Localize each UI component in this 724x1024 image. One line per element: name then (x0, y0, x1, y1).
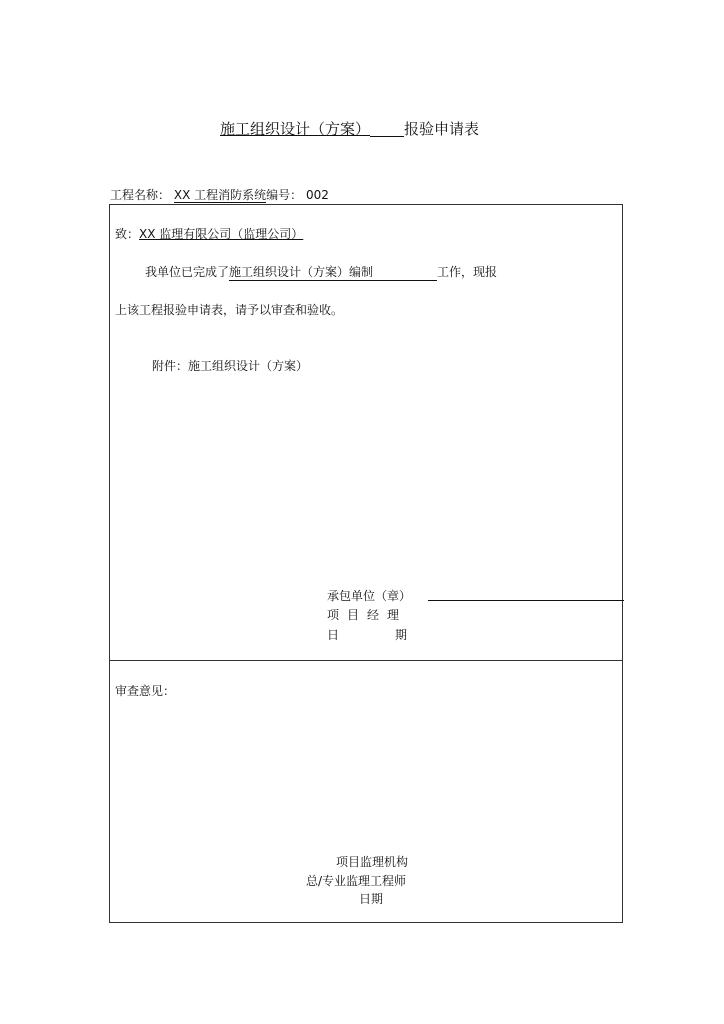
body-line1-work: 施工组织设计（方案）编制 (229, 263, 437, 281)
project-number-value: 002 (305, 188, 329, 202)
body-line1-suffix: 工作，现报 (437, 265, 498, 279)
supervision-engineer-label: 总/专业监理工程师 (306, 874, 407, 888)
date-label-period: 期 (395, 628, 408, 642)
project-name-label: 工程名称： (110, 188, 171, 202)
supervision-org-label: 项目监理机构 (336, 855, 409, 869)
form-title (220, 118, 479, 139)
request-body-line1 (145, 263, 497, 281)
title-underline-gap (370, 122, 404, 137)
recipient-line (115, 225, 303, 242)
recipient-label: 致： (115, 227, 140, 241)
contractor-signature-line (428, 600, 624, 601)
contractor-label: 承包单位（章） (327, 589, 412, 603)
project-number-label: 编号： (266, 188, 303, 202)
recipient-value: XX 监理有限公司（监理公司） (139, 227, 304, 241)
project-name-value: XX 工程消防系统 (173, 188, 267, 202)
project-info-line (110, 186, 329, 203)
form-title-part1: 施工组织设计（方案） (220, 120, 371, 138)
attachment-line: 附件：施工组织设计（方案） (152, 359, 309, 373)
request-body-line2: 上该工程报验申请表，请予以审查和验收。 (115, 303, 344, 317)
form-title-part2: 报验申请表 (404, 120, 480, 138)
manager-label: 项目经理 (327, 608, 408, 622)
review-date-label: 日期 (359, 892, 384, 906)
date-label-day: 日 (327, 628, 340, 642)
body-line1-prefix: 我单位已完成了 (145, 265, 230, 279)
section-divider (110, 660, 622, 661)
review-opinion-label: 审查意见： (115, 684, 176, 698)
